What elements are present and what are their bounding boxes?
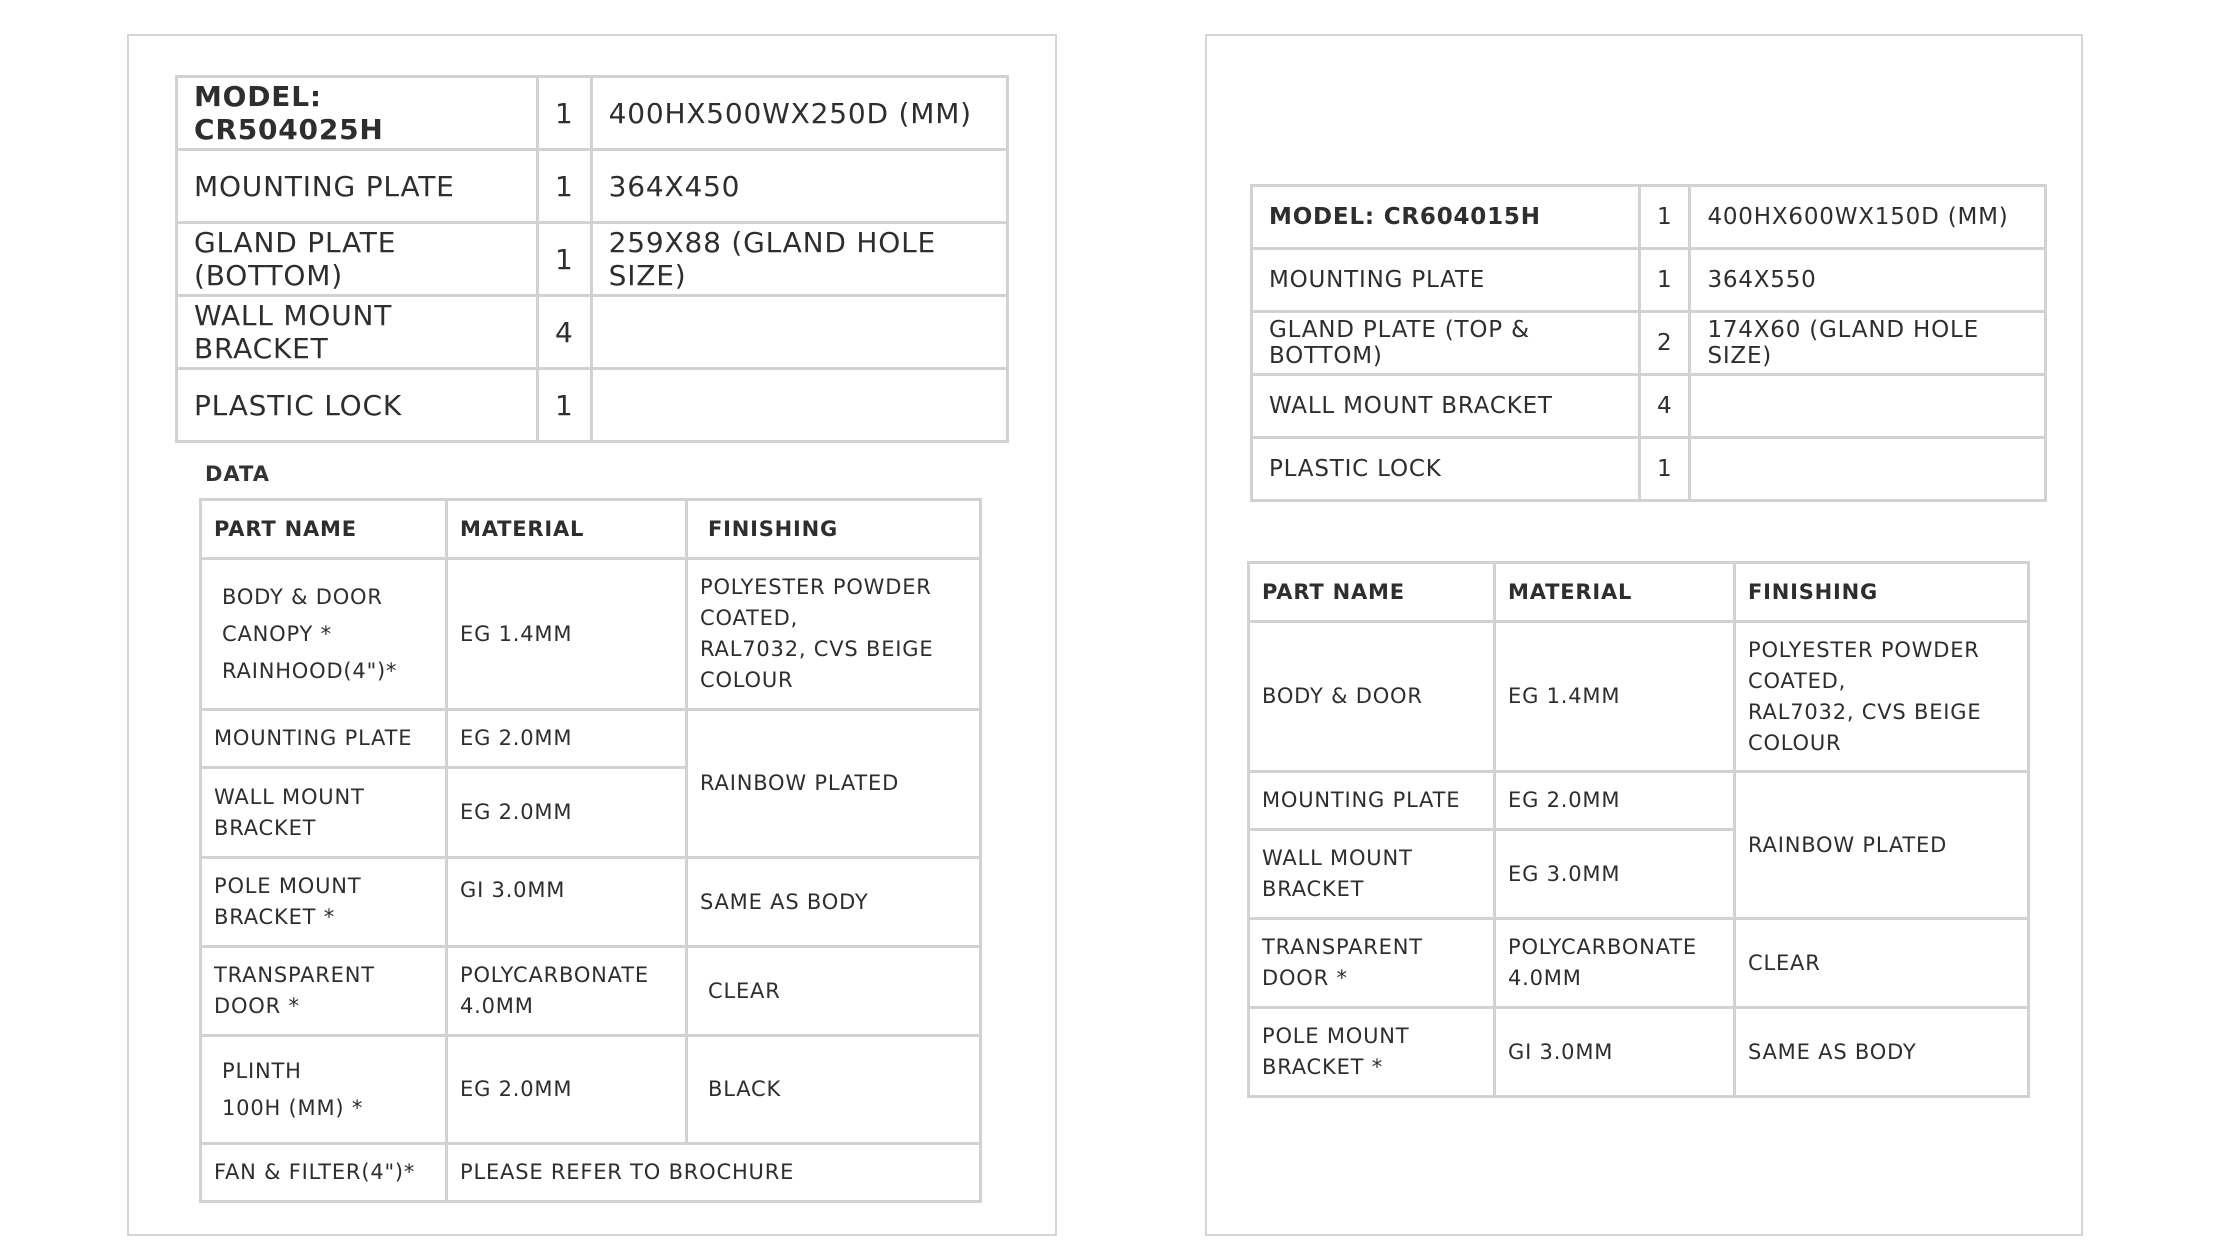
table-row — [201, 858, 981, 947]
material: POLYCARBONATE 4.0MM — [1495, 919, 1735, 1008]
item-name: GLAND PLATE (BOTTOM) — [177, 223, 538, 296]
table-row — [1252, 375, 2046, 438]
table-row — [177, 77, 1008, 150]
part-name: MOUNTING PLATE — [1249, 772, 1495, 830]
part-name: POLE MOUNT BRACKET * — [1249, 1008, 1495, 1097]
table-row — [201, 710, 981, 768]
data-label: DATA — [205, 462, 271, 486]
table-header-row — [201, 500, 981, 559]
table-row — [177, 150, 1008, 223]
item-name: WALL MOUNT BRACKET — [177, 296, 538, 369]
finishing: CLEAR — [687, 947, 981, 1036]
finishing: RAINBOW PLATED — [1735, 772, 2029, 919]
item-name: PLASTIC LOCK — [1252, 438, 1640, 501]
table-row — [1249, 622, 2029, 772]
header-part-name: PART NAME — [1249, 563, 1495, 622]
spec: 364X550 — [1690, 249, 2046, 312]
model-name: MODEL: CR604015H — [1252, 186, 1640, 249]
part-name: PLINTH 100H (MM) * — [201, 1036, 447, 1144]
material: EG 2.0MM — [1495, 772, 1735, 830]
table-header-row — [1249, 563, 2029, 622]
spec: 259X88 (GLAND HOLE SIZE) — [591, 223, 1007, 296]
item-name: GLAND PLATE (TOP & BOTTOM) — [1252, 312, 1640, 375]
material: GI 3.0MM — [1495, 1008, 1735, 1097]
left-summary-table — [175, 75, 1009, 443]
spec — [1690, 375, 2046, 438]
note: PLEASE REFER TO BROCHURE — [447, 1144, 981, 1202]
material: EG 2.0MM — [447, 710, 687, 768]
quantity: 1 — [538, 150, 592, 223]
finishing: CLEAR — [1735, 919, 2029, 1008]
table-row — [201, 1144, 981, 1202]
item-name: PLASTIC LOCK — [177, 369, 538, 442]
header-material: MATERIAL — [447, 500, 687, 559]
table-row — [1252, 438, 2046, 501]
dimensions: 400HX500WX250D (MM) — [591, 77, 1007, 150]
dimensions: 400HX600WX150D (MM) — [1690, 186, 2046, 249]
finishing: POLYESTER POWDER COATED, RAL7032, CVS BEIGE COLOUR — [687, 559, 981, 710]
quantity: 4 — [538, 296, 592, 369]
finishing: SAME AS BODY — [1735, 1008, 2029, 1097]
spec: 174X60 (GLAND HOLE SIZE) — [1690, 312, 2046, 375]
quantity: 1 — [1640, 186, 1690, 249]
part-name: WALL MOUNT BRACKET — [201, 768, 447, 858]
material: EG 1.4MM — [1495, 622, 1735, 772]
quantity: 2 — [1640, 312, 1690, 375]
material: GI 3.0MM — [447, 858, 687, 947]
part-name: WALL MOUNT BRACKET — [1249, 830, 1495, 919]
quantity: 1 — [538, 369, 592, 442]
table-row — [177, 369, 1008, 442]
part-name: POLE MOUNT BRACKET * — [201, 858, 447, 947]
quantity: 1 — [1640, 438, 1690, 501]
table-row — [1249, 919, 2029, 1008]
table-row — [1249, 1008, 2029, 1097]
header-material: MATERIAL — [1495, 563, 1735, 622]
part-name: MOUNTING PLATE — [201, 710, 447, 768]
header-finishing: FINISHING — [1735, 563, 2029, 622]
table-row — [177, 223, 1008, 296]
table-row — [1252, 249, 2046, 312]
table-row — [201, 1036, 981, 1144]
quantity: 1 — [1640, 249, 1690, 312]
table-row — [1252, 312, 2046, 375]
table-row — [1249, 772, 2029, 830]
quantity: 1 — [538, 77, 592, 150]
finishing: RAINBOW PLATED — [687, 710, 981, 858]
finishing: BLACK — [687, 1036, 981, 1144]
part-body-door: BODY & DOOR — [1249, 622, 1495, 772]
finishing: POLYESTER POWDER COATED, RAL7032, CVS BEIGE COLOUR — [1735, 622, 2029, 772]
part-name: TRANSPARENT DOOR * — [1249, 919, 1495, 1008]
spec — [1690, 438, 2046, 501]
part-name: TRANSPARENT DOOR * — [201, 947, 447, 1036]
header-part-name: PART NAME — [201, 500, 447, 559]
spec — [591, 369, 1007, 442]
material: EG 3.0MM — [1495, 830, 1735, 919]
item-name: WALL MOUNT BRACKET — [1252, 375, 1640, 438]
part-body-door: BODY & DOOR CANOPY * RAINHOOD(4")* — [201, 559, 447, 710]
material: POLYCARBONATE 4.0MM — [447, 947, 687, 1036]
spec: 364X450 — [591, 150, 1007, 223]
table-row — [177, 296, 1008, 369]
item-name: MOUNTING PLATE — [177, 150, 538, 223]
item-name: MOUNTING PLATE — [1252, 249, 1640, 312]
model-name: MODEL: CR504025H — [177, 77, 538, 150]
finishing: SAME AS BODY — [687, 858, 981, 947]
spec — [591, 296, 1007, 369]
quantity: 4 — [1640, 375, 1690, 438]
table-row — [201, 947, 981, 1036]
quantity: 1 — [538, 223, 592, 296]
material: EG 2.0MM — [447, 768, 687, 858]
right-data-table — [1247, 561, 2030, 1098]
material: EG 1.4MM — [447, 559, 687, 710]
part-name: FAN & FILTER(4")* — [201, 1144, 447, 1202]
material: EG 2.0MM — [447, 1036, 687, 1144]
header-finishing: FINISHING — [687, 500, 981, 559]
table-row — [201, 559, 981, 710]
table-row — [1252, 186, 2046, 249]
right-summary-table — [1250, 184, 2047, 502]
left-data-table — [199, 498, 982, 1203]
